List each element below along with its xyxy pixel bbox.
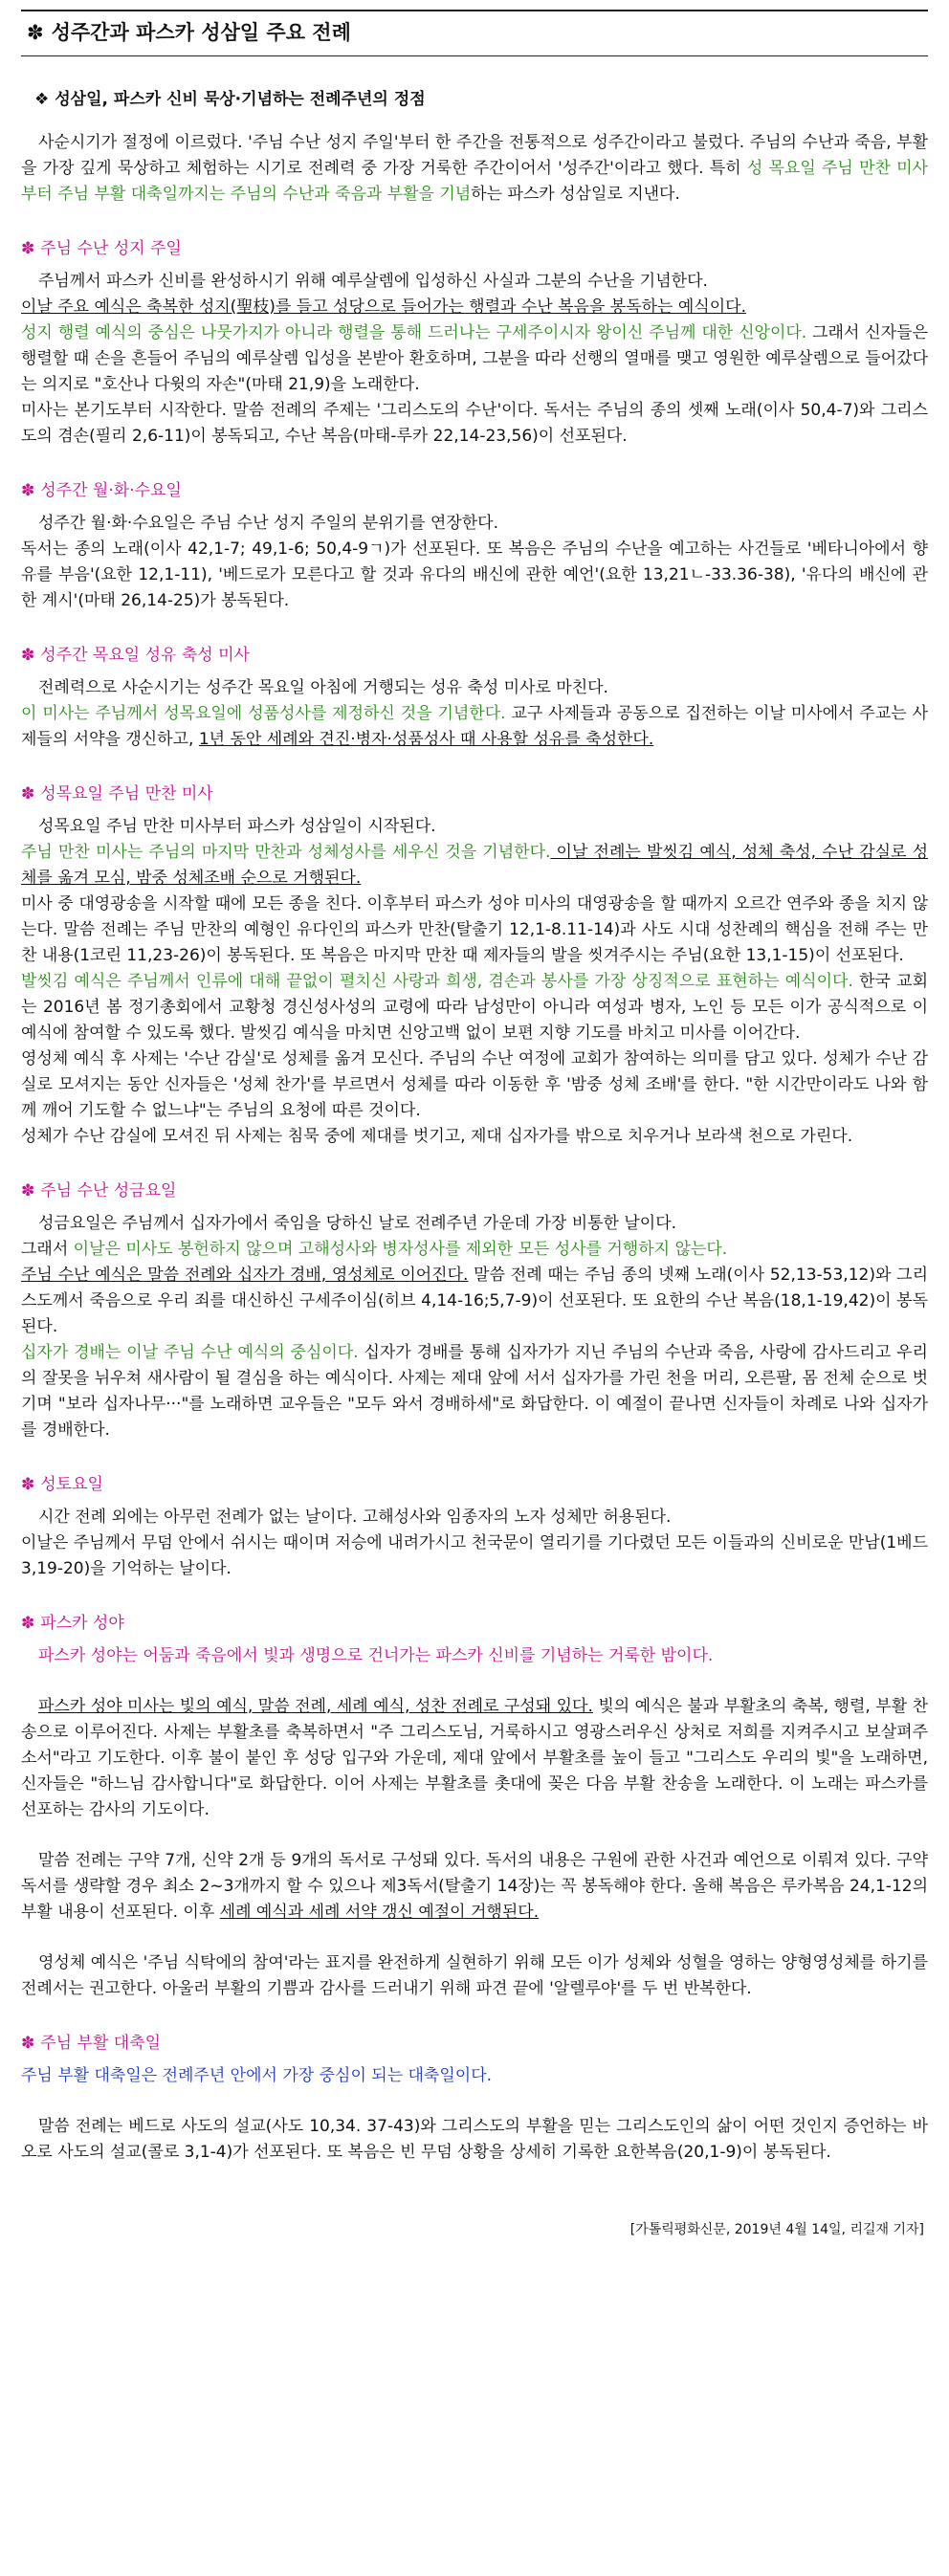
paragraph: 독서는 종의 노래(이사 42,1-7; 49,1-6; 50,4-9ㄱ)가 선포된다. 또 복음은 주님의 수난을 예고하는 사건들로 '베타니아에서 향유를 부음'(요한 12,1-11), '베드로가 모른다고 할 것과 유다의 배신에 관한 예언'(요한 13,21ㄴ-33.36-38), '유다의 배신에 관한 계시'(마태 26,14-25)가 봉독된다.	[21, 539, 928, 610]
paragraph: 주님께서 파스카 신비를 완성하시기 위해 예루살렘에 입성하신 사실과 그분의 수난을 기념한다.	[38, 272, 708, 291]
paragraph: 성지 행렬 예식의 중심은 나뭇가지가 아니라 행렬을 통해 드러나는 구세주이시자 왕이신 주님께 대한 신앙이다. 그래서 신자들은 행렬할 때 손을 흔들어 주님의 예루살렘 입성을 본받아 환호하며, 그분을 따라 선행의 열매를 맺고 영원한 예루살렘으로 들어갔다는 의지로 "호산나 다윗의 자손"(마태 21,9)을 노래한다.	[21, 323, 928, 394]
asterisk-icon: ✽	[21, 1614, 35, 1633]
diamond-bullet-icon: ❖	[34, 90, 50, 109]
paragraph: 성금요일은 주님께서 십자가에서 죽임을 당하신 날로 전례주년 가운데 가장 비통한 날이다.	[38, 1214, 677, 1233]
paragraph: 미사는 본기도부터 시작한다. 말씀 전례의 주제는 '그리스도의 수난'이다. 독서는 주님의 종의 셋째 노래(이사 50,4-7)와 그리스도의 겸손(필리 2,6-11)이 봉독되고, 수난 복음(마태-루카 22,14-23,56)이 선포된다.	[21, 401, 928, 446]
article-title	[21, 10, 928, 56]
section-heading-holy-week-mon-tue-wed: ✽ 성주간 월·화·수요일	[21, 481, 182, 500]
paragraph: 말씀 전례는 구약 7개, 신약 2개 등 9개의 독서로 구성돼 있다. 독서의 내용은 구원에 관한 사건과 예언으로 이뤄져 있다. 구약 독서를 생략할 경우 최소 2~3개까지 할 수 있으나 제3독서(탈출기 14장)는 꼭 봉독해야 한다. 올해 복음은 루카복음 24,1-12의 부활 내용이 선포된다. 이후 세례 예식과 세례 서약 갱신 예절이 거행된다.	[21, 1851, 928, 1922]
section-lead: 파스카 성야는 어둠과 죽음에서 빛과 생명으로 건너가는 파스카 신비를 기념하는 거룩한 밤이다.	[38, 1646, 714, 1665]
section-heading-easter-sunday: ✽ 주님 부활 대축일	[21, 2034, 162, 2053]
paragraph: 그래서 이날은 미사도 봉헌하지 않으며 고해성사와 병자성사를 제외한 모든 성사를 거행하지 않는다.	[21, 1240, 728, 1259]
asterisk-icon: ✽	[21, 481, 35, 500]
section-lead: 주님 부활 대축일은 전례주년 안에서 가장 중심이 되는 대축일이다.	[21, 2066, 493, 2085]
section-heading-good-friday: ✽ 주님 수난 성금요일	[21, 1181, 177, 1200]
title-text: 성주간과 파스카 성삼일 주요 전례	[51, 21, 351, 44]
asterisk-icon: ✽	[21, 1181, 35, 1200]
asterisk-icon: ✽	[21, 2034, 35, 2053]
paragraph: 주님 만찬 미사는 주님의 마지막 만찬과 성체성사를 세우신 것을 기념한다. 이날 전례는 발씻김 예식, 성체 축성, 수난 감실로 성체를 옮겨 모심, 밤중 성체조배 순으로 거행된다.	[21, 843, 928, 888]
paragraph: 영성체 예식 후 사제는 '수난 감실'로 성체를 옮겨 모신다. 주님의 수난 여정에 교회가 참여하는 의미를 담고 있다. 성체가 수난 감실로 모셔지는 동안 신자들은 '성체 찬가'를 부르면서 성체를 따라 이동한 후 '밤중 성체 조배'를 한다. "한 시간만이라도 나와 함께 깨어 기도할 수 없느냐"는 주님의 요청에 따른 것이다.	[21, 1049, 928, 1120]
paragraph: 영성체 예식은 '주님 식탁에의 참여'라는 표지를 완전하게 실현하기 위해 모든 이가 성체와 성혈을 영하는 양형영성체를 하기를 전례서는 권고한다. 아울러 부활의 기쁨과 감사를 드러내기 위해 파견 끝에 '알렐루야'를 두 번 반복한다.	[21, 1953, 928, 1998]
intro-highlight: 성 목요일 주님 만찬 미사부터 주님 부활 대축일까지는 주님의 수난과 죽음과 부활을 기념	[21, 159, 928, 204]
paragraph: 발씻김 예식은 주님께서 인류에 대해 끝없이 펼치신 사랑과 희생, 겸손과 봉사를 가장 상징적으로 표현하는 예식이다. 한국 교회는 2016년 봄 정기총회에서 교황청 경신성사성의 교령에 따라 남성만이 아니라 여성과 병자, 노인 등 모든 이가 공식적으로 이 예식에 참여할 수 있도록 했다. 발씻김 예식을 마치면 신앙고백 없이 보편 지향 기도를 바치고 미사를 이어간다.	[21, 972, 929, 1043]
paragraph: 이날은 주님께서 무덤 안에서 쉬시는 때이며 저승에 내려가시고 천국문이 열리기를 기다렸던 모든 이들과의 신비로운 만남(1베드 3,19-20)을 기억하는 날이다.	[21, 1533, 928, 1578]
section-heading-holy-saturday: ✽ 성토요일	[21, 1475, 103, 1494]
paragraph: 주님 수난 예식은 말씀 전례와 십자가 경배, 영성체로 이어진다. 말씀 전례 때는 주님 종의 넷째 노래(이사 52,13-53,12)와 그리스도께서 죽음으로 우리 죄를 대신하신 구세주이심(히브 4,14-16;5,7-9)이 선포된다. 또 요한의 수난 복음(18,1-19,42)이 봉독된다.	[21, 1266, 928, 1336]
paragraph: 미사 중 대영광송을 시작할 때에 모든 종을 친다. 이후부터 파스카 성야 미사의 대영광송을 할 때까지 오르간 연주와 종을 치지 않는다. 말씀 전례는 주님 만찬의 예형인 유다인의 파스카 만찬(탈출기 12,1-8.11-14)과 사도 시대 성찬례의 핵심을 전해 주는 만찬 내용(1코린 11,23-26)이 봉독된다. 또 복음은 마지막 만찬 때 제자들의 발을 씻겨주시는 주님(요한 13,1-15)이 선포된다.	[21, 894, 928, 965]
subtitle-text: 성삼일, 파스카 신비 묵상·기념하는 전례주년의 정점	[55, 90, 426, 109]
article-subtitle	[34, 85, 928, 109]
paragraph: 이 미사는 주님께서 성목요일에 성품성사를 제정하신 것을 기념한다. 교구 사제들과 공동으로 집전하는 이날 미사에서 주교는 사제들의 서약을 갱신하고, 1년 동안 세례와 견진·병자·성품성사 때 사용할 성유를 축성한다.	[21, 704, 929, 749]
asterisk-icon: ✽	[21, 646, 35, 665]
section-heading-chrism-mass: ✽ 성주간 목요일 성유 축성 미사	[21, 646, 250, 665]
asterisk-icon: ✽	[21, 1475, 35, 1494]
paragraph: 성주간 월·화·수요일은 주님 수난 성지 주일의 분위기를 연장한다.	[38, 514, 499, 533]
paragraph: 성목요일 주님 만찬 미사부터 파스카 성삼일이 시작된다.	[38, 817, 436, 836]
paragraph: 전례력으로 사순시기는 성주간 목요일 아침에 거행되는 성유 축성 미사로 마친다.	[38, 678, 608, 697]
asterisk-icon: ✽	[21, 239, 35, 258]
section-heading-palm-sunday: ✽ 주님 수난 성지 주일	[21, 239, 182, 258]
paragraph: 파스카 성야 미사는 빛의 예식, 말씀 전례, 세례 예식, 성찬 전례로 구성돼 있다. 빛의 예식은 불과 부활초의 축복, 행렬, 부활 찬송으로 이루어진다. 사제는 부활초를 축복하면서 "주 그리스도님, 거룩하시고 영광스러우신 상처로 저희를 지켜주시고 보살펴주소서"라고 기도한다. 이후 불이 붙인 후 성당 입구와 가운데, 제대 앞에서 부활초를 높이 들고 "그리스도 우리의 빛"을 노래하면, 신자들은 "하느님 감사합니다"로 화답한다. 이어 사제는 부활초를 촛대에 꽂은 다음 부활 찬송을 노래한다. 이 노래는 파스카를 선포하는 감사의 기도이다.	[21, 1697, 929, 1819]
section-heading-easter-vigil: ✽ 파스카 성야	[21, 1614, 124, 1633]
asterisk-icon: ✽	[21, 784, 35, 804]
source-credit: [가톨릭평화신문, 2019년 4월 14일, 리길재 기자]	[629, 2222, 924, 2237]
asterisk-icon: ✽	[27, 21, 44, 44]
section-heading-lords-supper: ✽ 성목요일 주님 만찬 미사	[21, 784, 213, 804]
paragraph: 십자가 경배는 이날 주님 수난 예식의 중심이다. 십자가 경배를 통해 십자가가 지닌 주님의 수난과 죽음, 사랑에 감사드리고 우리의 잘못을 뉘우쳐 새사람이 될 결심을 하는 예식이다. 사제는 제대 앞에 서서 십자가를 가린 천을 머리, 오른팔, 몸 전체 순으로 벗기며 "보라 십자나무···"를 노래하면 교우들은 "모두 와서 경배하세"로 화답한다. 이 예절이 끝나면 신자들이 차례로 나와 십자가를 경배한다.	[21, 1343, 928, 1440]
intro-paragraph: 사순시기가 절정에 이르렀다. '주님 수난 성지 주일'부터 한 주간을 전통적으로 성주간이라고 불렀다. 주님의 수난과 죽음, 부활을 가장 깊게 묵상하고 체험하는 시기로 전례력 중 가장 거룩한 주간이어서 '성주간'이라고 했다. 특히 성 목요일 주님 만찬 미사부터 주님 부활 대축일까지는 주님의 수난과 죽음과 부활을 기념하는 파스카 성삼일로 지낸다.	[21, 133, 928, 204]
paragraph: 성체가 수난 감실에 모셔진 뒤 사제는 침묵 중에 제대를 벗기고, 제대 십자가를 밖으로 치우거나 보라색 천으로 가린다.	[21, 1127, 853, 1146]
paragraph: 시간 전례 외에는 아무런 전례가 없는 날이다. 고해성사와 임종자의 노자 성체만 허용된다.	[38, 1508, 672, 1527]
paragraph: 이날 주요 예식은 축복한 성지(聖枝)를 들고 성당으로 들어가는 행렬과 수난 복음을 봉독하는 예식이다.	[21, 297, 746, 317]
paragraph: 말씀 전례는 베드로 사도의 설교(사도 10,34. 37-43)와 그리스도의 부활을 믿는 그리스도인의 삶이 어떤 것인지 증언하는 바오로 사도의 설교(콜로 3,1-4)가 선포된다. 또 복음은 빈 무덤 상황을 상세히 기록한 요한복음(20,1-9)이 봉독된다.	[21, 2117, 928, 2162]
